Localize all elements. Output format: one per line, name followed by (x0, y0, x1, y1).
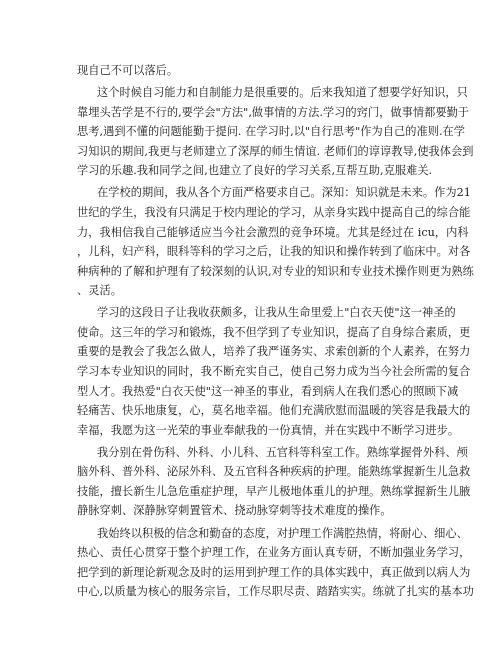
text-line: 学习本专业知识的同时，我不断充实自己，使自己努力成为当今社会所需的复合 (77, 364, 471, 378)
text-line: 重要的是教会了我怎么做人，培养了我严谨务实、求索创新的个人素养，在努力 (77, 345, 471, 359)
text-line: 幸福，我愿为这一光荣的事业奉献我的一份真情，并在实践中不断学习进步。 (77, 423, 460, 437)
text-line: 、灵活。 (77, 284, 122, 298)
text-line: 种病种的了解和护理有了较深刻的认识,对专业的知识和专业技术操作则更为熟练 (77, 264, 474, 278)
text-line: 思考,遇到不懂的问题能勤于提问. 在学习时,以"自行思考"作为自己的准则.在学 (77, 125, 466, 139)
text-line: 我始终以积极的信念和勤奋的态度，对护理工作满腔热情，将耐心、细心、 (97, 526, 468, 540)
text-line: 在学校的期间，我从各个方面严格要求自己。深知：知识就是未来。作为21 (97, 186, 471, 200)
text-line: 热心、责任心贯穿于整个护理工作，在业务方面认真专研，不断加强业务学习， (77, 546, 471, 560)
paragraph-2 (77, 83, 474, 181)
text-line: 世纪的学生，我没有只满足于校内理论的学习，从亲身实践中提高自己的综合能 (77, 206, 471, 220)
text-line: 现自己不可以落后。 (77, 64, 179, 77)
text-line: 这个时候自习能力和自制能力是很重要的。后来我知道了想要学好知识，只 (97, 86, 468, 100)
text-line: 轻痛苦、快乐地康复，心，莫名地幸福。他们充满欣慰而温暖的笑容是我最大的 (77, 404, 471, 418)
text-line: 中心,以质量为核心的服务宗旨，工作尽职尽责、踏踏实实。练就了扎实的基本功 (77, 585, 474, 599)
text-line: 型人才。我热爱"白衣天使"这一神圣的事业，看到病人在我们悉心的照顾下减 (77, 384, 459, 398)
text-line: 静脉穿刺、深静脉穿刺置管术、挠动脉穿刺等技术难度的操作。 (77, 504, 392, 518)
paragraph-1 (77, 61, 425, 81)
text-line: 学习的乐趣.我和同学之间,也建立了良好的学习关系,互帮互助,克服难关. (77, 164, 433, 178)
paragraph-3 (77, 183, 474, 300)
text-line: 使命。这三年的学习和锻炼，我不但学到了专业知识，提高了自身综合素质，更 (77, 325, 471, 339)
document-page (77, 61, 474, 602)
paragraph-6 (77, 524, 474, 602)
paragraph-5 (77, 443, 471, 521)
text-line: 脑外科、普外科、泌尿外科、及五官科各种疾病的护理。能熟练掌握新生儿急救 (77, 465, 471, 479)
text-line: 把学到的新理论新观念及时的运用到护理工作的具体实践中，真正做到以病人为 (77, 565, 471, 579)
text-line: 学习的这段日子让我收获颇多，让我从生命里爱上"白衣天使"这一神圣的 (97, 306, 456, 320)
text-line: ，儿科，妇产科，眼科等科的学习之后，让我的知识和操作转到了临床中。对各 (77, 245, 471, 259)
text-line: 力，我相信我自己能够适应当今社会激烈的竞争环境。尤其是经过在 icu，内科 (77, 225, 469, 239)
text-line: 靠埋头苦学是不行的,要学会"方法",做事情的方法.学习的窍门，做事情都要勤于 (77, 105, 470, 119)
text-line: 我分别在骨伤科、外科、小儿科、五官科等科室工作。熟练掌握骨外科、颅 (97, 445, 468, 459)
text-line: 习知识的期间,我更与老师建立了深厚的师生情谊. 老师们的谆谆教导,使我体会到 (77, 144, 474, 158)
paragraph-4 (77, 303, 471, 440)
text-line: 技能，擅长新生儿急危重症护理，早产儿极地体重儿的护理。熟练掌握新生儿腋 (77, 484, 471, 498)
